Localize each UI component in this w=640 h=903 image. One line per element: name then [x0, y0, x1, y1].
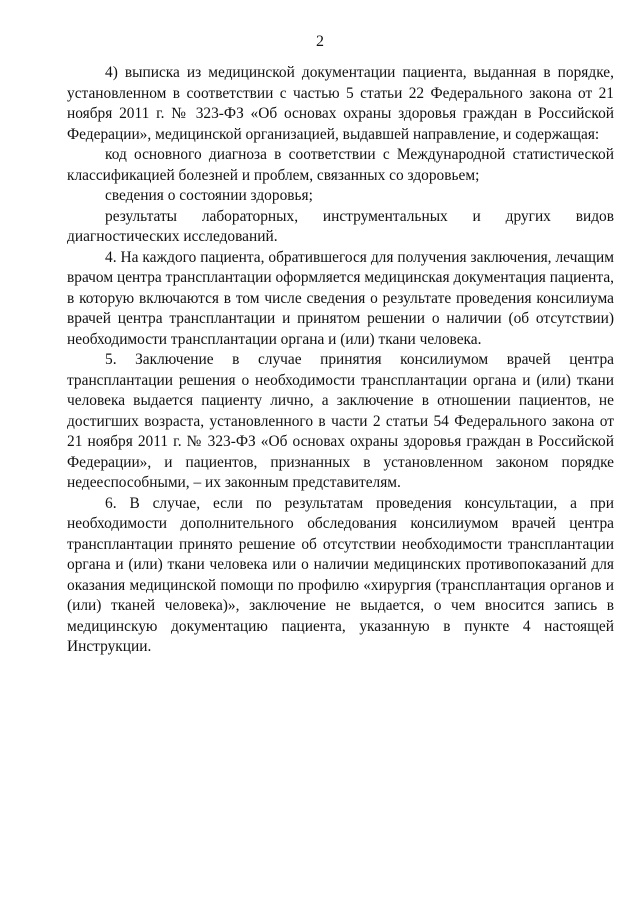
paragraph-test-results: результаты лабораторных, инструментальных и других видов диагностических исследований. [67, 207, 614, 245]
page-number: 2 [316, 33, 324, 50]
paragraph-clause-5: 5. Заключение в случае принятия консилиумом врачей центра трансплантации решения о необходимости трансплантации органа и (или) ткани человека выдается пациенту лично, а заключение в отношении пациентов, не достигших возраста, установленного в части 2 статьи 54 Федерального закона от 21 ноября 2011 г. № 323-ФЗ «Об основах охраны здоровья граждан в Российской Федерации», и пациентов, признанных в установленном законом порядке недееспособными, – их законным представителям. [67, 351, 614, 491]
paragraph-clause-6: 6. В случае, если по результатам проведения консультации, а при необходимости дополнительного обследования консилиумом врачей центра трансплантации принято решение об отсутствии необходимости трансплантации органа и (или) ткани человека или о наличии медицинских противопоказаний для оказания медицинской помощи по профилю «хирургия (трансплантация органов и (или) тканей человека)», заключение не выдается, о чем вносится запись в медицинскую документацию пациента, указанную в пункте 4 настоящей Инструкции. [67, 494, 614, 655]
paragraph-health-info: сведения о состоянии здоровья; [105, 187, 313, 204]
document-body [67, 63, 614, 658]
paragraph-clause-4: 4. На каждого пациента, обратившегося для получения заключения, лечащим врачом центра трансплантации оформляется медицинская документация пациента, в которую включаются в том числе сведения о результате проведения консилиума врачей центра трансплантации и принятом решении о наличии (об отсутствии) необходимости трансплантации органа и (или) ткани человека. [67, 248, 614, 348]
paragraph-item-4-extract: 4) выписка из медицинской документации пациента, выданная в порядке, установленном в соответствии с частью 5 статьи 22 Федерального закона от 21 ноября 2011 г. № 323-ФЗ «Об основах охраны здоровья граждан в Российской Федерации», медицинской организацией, выдавшей направление, и содержащая: [67, 64, 614, 143]
paragraph-diagnosis-code: код основного диагноза в соответствии с Международной статистической классификацией болезней и проблем, связанных со здоровьем; [67, 146, 614, 184]
